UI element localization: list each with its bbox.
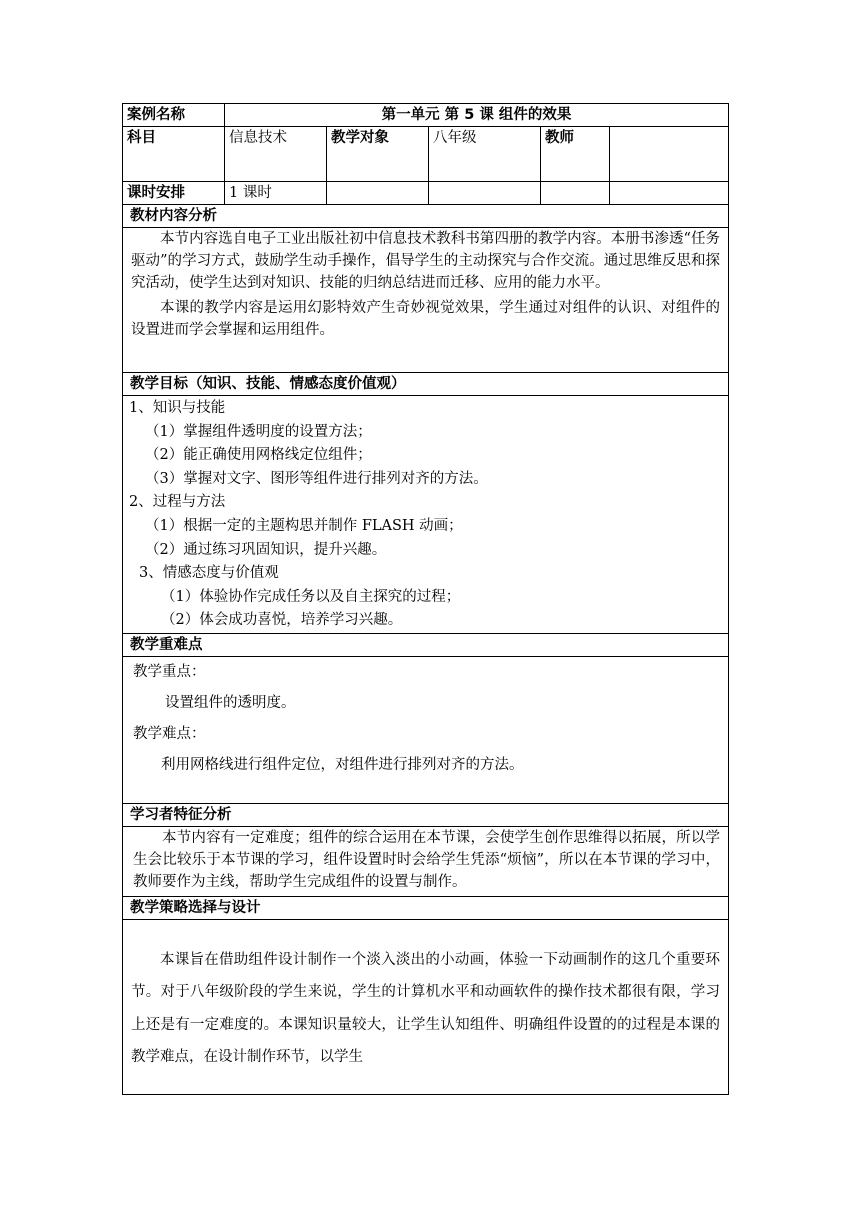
subject-label: 科目 [123,127,225,182]
goals-item: （1）根据一定的主题构思并制作 FLASH 动画； [145,517,463,534]
lesson-plan-page [122,103,728,1095]
hours-value: 1 课时 [225,182,327,205]
case-name-label: 案例名称 [123,104,225,127]
learner-content [123,826,729,896]
teacher-label: 教师 [541,127,610,182]
audience-value: 八年级 [429,127,541,182]
difficulty-text: 利用网格线进行组件定位，对组件进行排列对齐的方法。 [161,756,524,773]
goals-subtitle-emotion: 3、情感态度与价值观 [139,565,279,582]
difficulty-label: 教学难点： [133,725,206,742]
goals-item: （3）掌握对文字、图形等组件进行排列对齐的方法。 [145,470,488,487]
goals-subtitle-knowledge: 1、知识与技能 [129,400,226,416]
strategy-paragraph: 本课旨在借助组件设计制作一个淡入淡出的小动画，体验一下动画制作的这几个重要环节。对于八年级阶段的学生来说，学生的计算机水平和动画软件的操作技术都很有限，学习上还是有一定难度的。本课知识量较大，让学生认知组件、明确组件设置的的过程是本课的教学难点，在设计制作环节，以学生 [131,951,721,1066]
key-point-label: 教学重点： [133,663,206,680]
teacher-value [610,127,729,182]
goals-item: （2）能正确使用网格线定位组件； [145,447,372,464]
lesson-plan-table [122,103,729,1095]
subject-value: 信息技术 [225,127,327,182]
keypoints-content [123,656,729,803]
keypoints-section-title: 教学重难点 [123,633,729,656]
goals-subtitle-process: 2、过程与方法 [129,494,226,511]
learner-paragraph: 本节内容有一定难度；组件的综合运用在本节课，会使学生创作思维得以拓展，所以学生会比较乐于本节课的学习，组件设置时时会给学生凭添“烦恼”，所以在本节课的学习中，教师要作为主线，帮助学生完成组件的设置与制作。 [133,829,721,890]
strategy-content [123,919,729,1094]
goals-item: （1）体验协作完成任务以及自主探究的过程； [161,588,461,605]
material-section-title: 教材内容分析 [123,205,729,228]
key-point-text: 设置组件的透明度。 [165,694,296,711]
goals-item: （2）体会成功喜悦，培养学习兴趣。 [161,612,403,629]
learner-section-title: 学习者特征分析 [123,803,729,826]
empty-cell [327,182,429,205]
hours-label: 课时安排 [123,182,225,205]
goals-section-title: 教学目标（知识、技能、情感态度价值观） [123,373,729,396]
goals-item: （2）通过练习巩固知识，提升兴趣。 [145,541,387,558]
material-content [123,228,729,373]
case-name-value: 第一单元 第 5 课 组件的效果 [225,104,729,127]
material-paragraph-2: 本课的教学内容是运用幻影特效产生奇妙视觉效果，学生通过对组件的认识、对组件的设置进而学会掌握和运用组件。 [131,300,721,338]
goals-content [123,396,729,634]
audience-label: 教学对象 [327,127,429,182]
strategy-section-title: 教学策略选择与设计 [123,896,729,919]
empty-cell [429,182,541,205]
goals-item: （1）掌握组件透明度的设置方法； [145,423,372,440]
strategy-text-area [123,920,728,1094]
empty-cell [541,182,610,205]
empty-cell [610,182,729,205]
material-paragraph-1: 本节内容选自电子工业出版社初中信息技术教科书第四册的教学内容。本册书渗透“任务驱动”的学习方式，鼓励学生动手操作，倡导学生的主动探究与合作交流。通过思维反思和探究活动，使学生达到对知识、技能的归纳总结进而迁移、应用的能力水平。 [131,231,721,291]
